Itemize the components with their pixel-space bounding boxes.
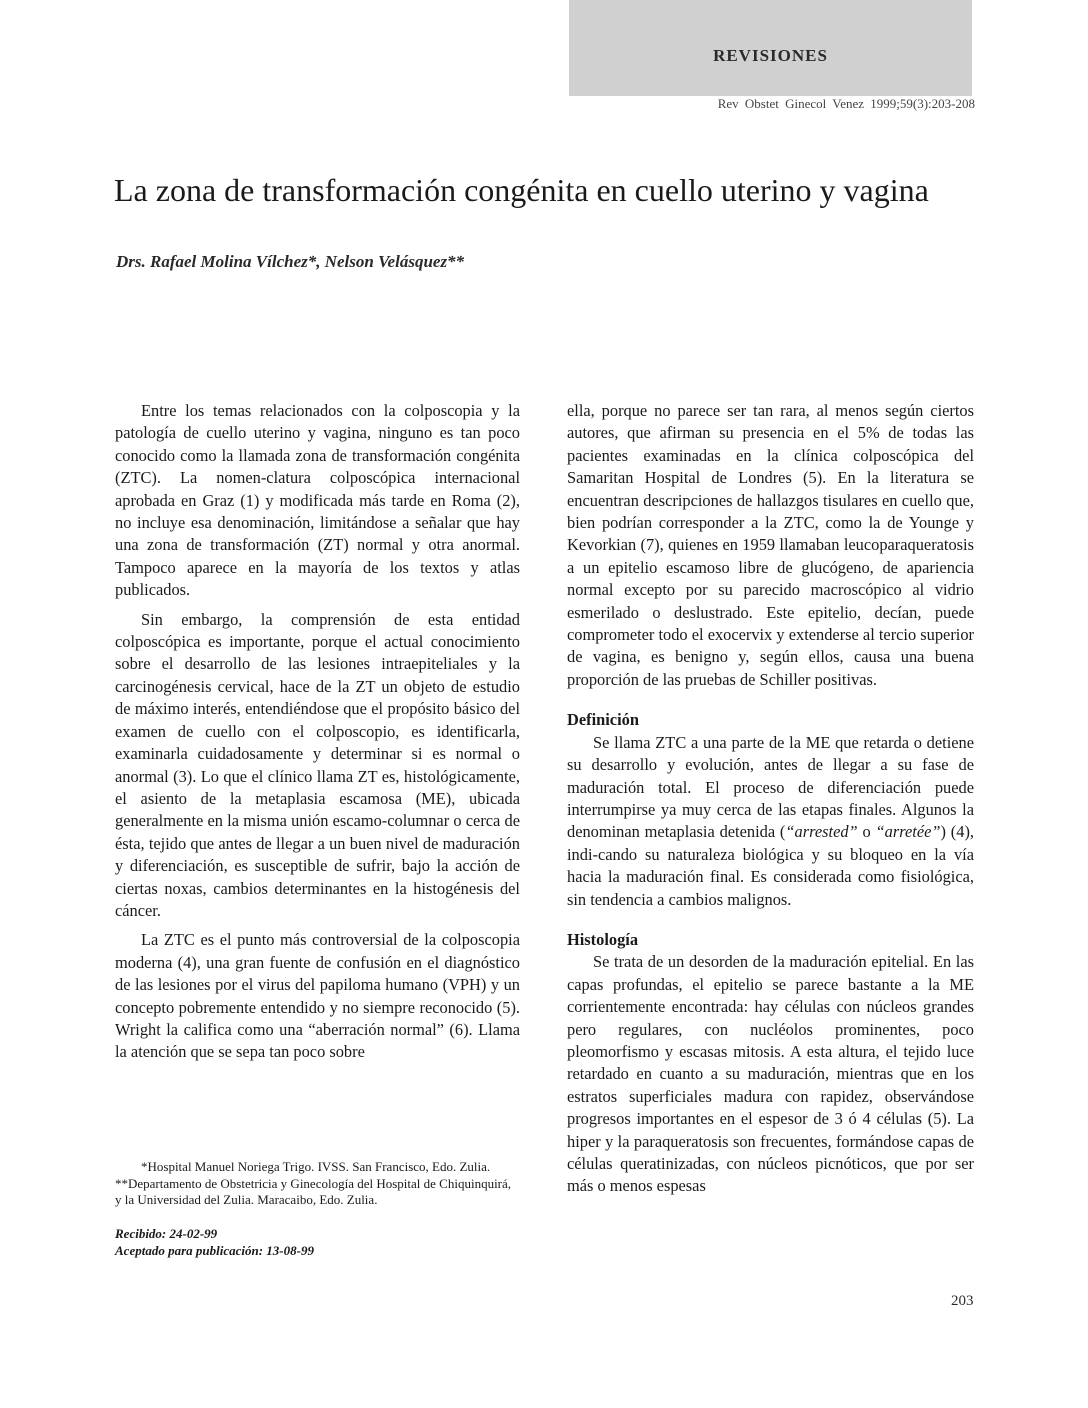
section-label: REVISIONES [713,46,828,65]
footnote: **Departamento de Obstetricia y Ginecología del Hospital de Chiquinquirá, y la Universidad del Zulia. Maracaibo, Edo. Zulia. [115,1175,512,1207]
footnote: *Hospital Manuel Noriega Trigo. IVSS. San Francisco, Edo. Zulia. [141,1159,491,1174]
term-arrested: “arrested” [785,822,858,842]
body-paragraph: Sin embargo, la comprensión de esta entidad colposcópica es importante, porque el actual conocimiento sobre el desarrollo de las lesiones intraepiteliales y la carcinogénesis cervical, hace de la ZT un objeto de estudio de máximo interés, entendiéndose que el propósito básico del examen de cuello con el colposcopio, es identificarla, examinarla cuidadosamente y determinar si es normal o anormal (3). Lo que el clínico llama ZT es, histológicamente, el asiento de la metaplasia escamosa (ME), ubicada generalmente en la misma unión escamo-columnar o cerca de ésta, tejido que antes de llegar a un buen nivel de maduración y diferenciación, es susceptible de sufrir, bajo la acción de ciertas noxas, cambios determinantes en la histogénesis del cáncer. [115,609,520,920]
body-column-left [115,400,520,1064]
body-paragraph: La ZTC es el punto más controversial de la colposcopia moderna (4), una gran fuente de confusión en el diagnóstico de las lesiones por el virus del papiloma humano (VPH) y un concepto pobremente entendido y no siempre reconocido (5). Wright la califica como una “aberración normal” (6). Llama la atención que se sepa tan poco sobre [115,930,520,1062]
submission-dates [115,1225,314,1259]
term-arretee: “arretée” [875,822,941,842]
body-paragraph-histologia: Se trata de un desorden de la maduración epitelial. En las capas profundas, el epitelio se parece bastante a la ME corrientemente encontrada: hay células con núcleos grandes pero regulares, con nucléolos prominentes, poco pleomorfismo y escasas mitosis. A esta altura, el tejido luce retardado en cuanto a su maduración, mientras que en los estratos superficiales madura con rapidez, observándose progresos importantes en el espesor de 3 ó 4 células (5). La hiper y la paraqueratosis son frecuentes, formándose capas de células queratinizadas, con núcleos picnóticos, que por ser más o menos espesas [567,952,974,1196]
section-header-box [569,0,972,96]
section-heading-histologia: Histología [567,929,639,949]
received-date: Recibido: 24-02-99 [115,1226,218,1241]
text-span: ) (4), indi-cando su naturaleza biológica y su bloqueo en la vía hacia la maduración final. Es considerada como fisiológica, sin tendencia a cambios malignos. [567,822,975,909]
article-authors: Drs. Rafael Molina Vílchez*, Nelson Velásquez** [116,252,465,271]
accepted-date: Aceptado para publicación: 13-08-99 [115,1243,314,1258]
article-title: La zona de transformación congénita en cuello uterino y vagina [114,172,929,208]
affiliation-footnotes [115,1159,520,1209]
body-paragraph-definicion [567,732,974,911]
text-span: o [857,822,876,842]
page-number: 203 [951,1293,974,1309]
section-heading-definicion: Definición [567,710,639,730]
text-span: Se llama ZTC a una parte de la ME que retarda o detiene su desarrollo y evolución, antes de llegar a su fase de maduración total. El proceso de diferenciación puede interrumpirse ya muy cerca de las etapas finales. Algunos la denominan metaplasia detenida ( [567,732,974,842]
body-column-right [567,400,974,1198]
journal-citation: Rev Obstet Ginecol Venez 1999;59(3):203-208 [717,96,975,111]
body-paragraph: ella, porque no parece ser tan rara, al menos según ciertos autores, que afirman su presencia en el 5% de todas las pacientes examinadas en la clínica colposcópica del Samaritan Hospital de Londres (5). En la literatura se encuentran descripciones de hallazgos tisulares en cuello que, bien podrían corresponder a la ZTC, como la de Younge y Kevorkian (7), quienes en 1959 llamaban leucoparaqueratosis a un epitelio escamoso libre de glucógeno, de apariencia normal excepto por su parecido macroscópico al vidrio esmerilado o deslustrado. Este epitelio, decían, puede comprometer todo el exocervix y extenderse al tercio superior de vagina, es benigno y, según ellos, causa una buena proporción de las pruebas de Schiller positivas. [567,401,974,689]
body-paragraph: Entre los temas relacionados con la colposcopia y la patología de cuello uterino y vagina, ninguno es tan poco conocido como la llamada zona de transformación congénita (ZTC). La nomen-clatura colposcópica internacional aprobada en Graz (1) y modificada más tarde en Roma (2), no incluye esa denominación, limitándose a señalar que hay una zona de transformación (ZT) normal y otra anormal. Tampoco aparece en la mayoría de los textos y atlas publicados. [115,401,520,600]
